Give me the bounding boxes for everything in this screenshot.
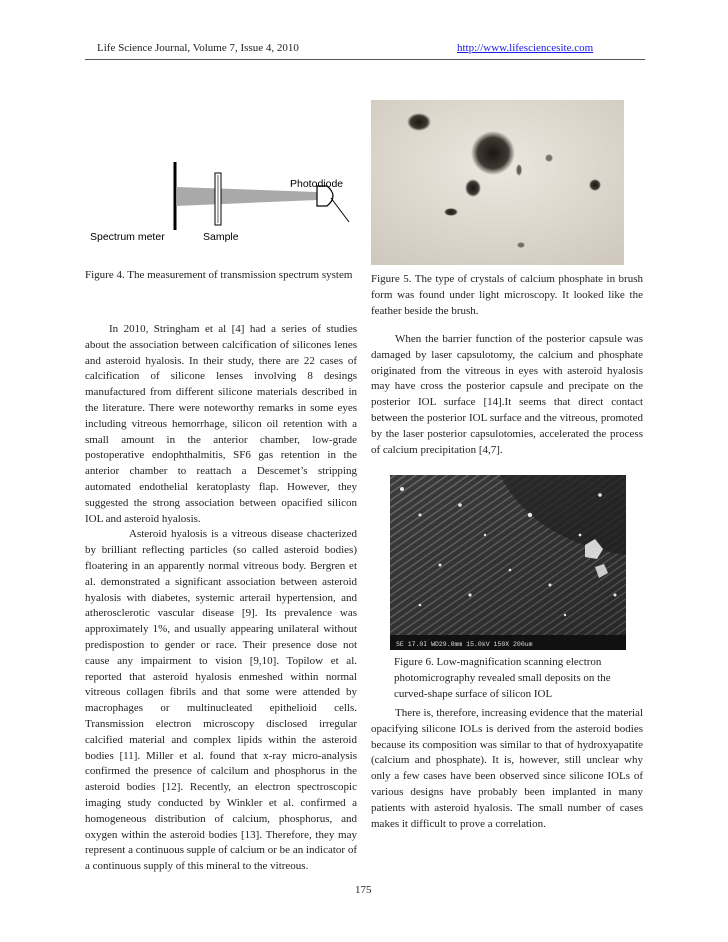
right-paragraph-1: When the barrier function of the posterior capsule was damaged by laser capsulotomy, the calcium and phosphate originated from the vitreous in eyes with asteroid hyalosis may have cross the posterior capsule and precipate on the posterior IOL surface [14].It seems that direct contact between the posterior IOL surface and the vitreous, promoted by the laser posterior capsulotomies, accelerated the process of calcium precipitation [4,7]. [371, 333, 643, 456]
left-column [85, 322, 357, 875]
figure-4-caption: Figure 4. The measurement of transmission spectrum system [85, 269, 353, 281]
figure-6-caption: Figure 6. Low-magnification scanning electron photomicrography revealed small deposits on the curved-shape surface of silicon IOL [394, 656, 611, 700]
figure-6-sem-image [390, 475, 626, 650]
crystal-feather [465, 179, 481, 197]
left-paragraph-1: In 2010, Stringham et al [4] had a series of studies about the association between calcification of silicones lenes and asteroid hyalosis. In their study, there are 22 cases of calcification of silicone lenses involving 8 desings manufactured from different silicone materials described in the literature. There were noteworthy remarks in some eyes including vitreous hemorrhage, silicon oil retention with a small amount in the anterior chamber, low-grade postoperative endophthalmitis, SF6 gas retention in the anterior chamber to reattach a Descemet’s stripping automated endothelial keratoplasty flap. However, they suggested the strong association between opacified silicon IOL and asteroid hyalosis. [85, 323, 357, 525]
left-paragraph-2: Asteroid hyalosis is a vitreous disease chacterized by brilliant reflecting particles (so called asteroid bodies) floatering in an apparently normal vitreous body. Bergren et al. demonstrated a significant association between asteroid hyalosis with diabetes, systemic arterail hypertension, and atherosclerotic vascular disease [9]. Its prevalence was approximately 1%, and usually appearing unilateral without predispostion to gender or race. Their presence dose not cause any impairment to vision [9,10]. Topilow et al. reported that asteroid hyalosis enmeshed within normal vitreous collagen fibrils and that some were attended by macrophages or multinucleated epithelioid cells. Transmission electron microscopy disclosed irregular calcified material and complex lipids within the asteroid bodies [11]. Miller et al. found that x-ray micro-analysis confirmed the presence of calcilum and phosphorus in the asteroid bodies [12]. Recently, an electron spectroscopic imaging study conducted by Winkler et al. confirmed a homogeneous distribution of calcium, phosphorus, and oxygen within the asteroid bodies [13]. Therefore, they may represent a continuous supple of calcium or be an indicator of a continuous supply of this mineral to the vitreous. [85, 528, 357, 873]
label-photodiode: Photodiode [290, 178, 344, 190]
label-spectrum-meter: Spectrum meter [90, 231, 165, 243]
label-sample: Sample [203, 231, 239, 243]
journal-title: Life Science Journal, Volume 7, Issue 4, 2010 [97, 42, 299, 54]
page-number: 175 [355, 884, 372, 896]
right-column-top [371, 332, 643, 458]
figure-5-micrograph [371, 100, 624, 265]
figure-5-caption: Figure 5. The type of crystals of calcium phosphate in brush form was found under light microscopy. It looked like the feather beside the brush. [371, 273, 643, 317]
right-column-bottom [371, 706, 643, 832]
sem-scale-bar: SE 17.0I WD29.0mm 15.0kV 150X 200um [396, 641, 533, 648]
right-paragraph-2: There is, therefore, increasing evidence that the material opacifying silicone IOLs is derived from the asteroid bodies because its composition was similar to that of hydroxyapatite (calcium and phosphate). It is, however, still unclear why only a few cases have been observed since silicone IOLs of various designs have probably been implanted in many patients with asteroid hyalosis. The small number of cases makes it difficult to prove a correlation. [371, 707, 643, 830]
crystal-brush [471, 131, 515, 175]
journal-url-link[interactable]: http://www.lifesciencesite.com [457, 42, 594, 54]
figure-4-diagram [85, 140, 365, 250]
crystal-small [407, 113, 431, 131]
running-header [85, 41, 645, 60]
